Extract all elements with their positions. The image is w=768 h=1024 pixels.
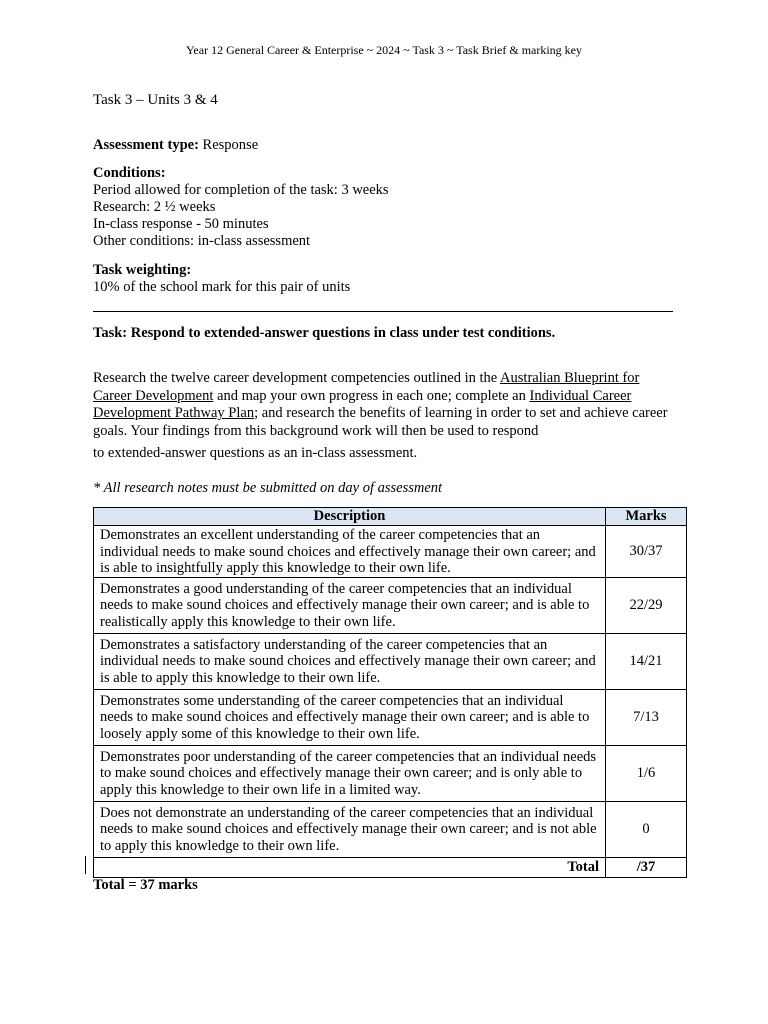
table-row — [94, 801, 687, 857]
row-description: Demonstrates an excellent understanding of the career competencies that an individual needs to make sound choices and effectively manage their own career; and is able to insightfully apply this knowledge to their own life. — [94, 526, 606, 578]
table-header-row — [94, 508, 687, 526]
research-text: ; and research the benefits of learning in order to set and achieve career goals. Your findings from this background work will then be used to respond — [93, 405, 668, 439]
research-text: Research the twelve career development competencies outlined in the — [93, 370, 501, 386]
condition-line: Other conditions: in-class assessment — [93, 233, 311, 249]
condition-line: In-class response - 50 minutes — [93, 216, 269, 232]
table-row — [94, 689, 687, 745]
row-marks: 30/37 — [606, 526, 687, 578]
marking-key-table — [93, 507, 687, 878]
condition-line: Period allowed for completion of the task: 3 weeks — [93, 182, 389, 198]
table-row — [94, 526, 687, 578]
blueprint-link[interactable]: Australian Blueprint for Career Development — [93, 370, 640, 404]
page-title: Task 3 – Units 3 & 4 — [93, 92, 218, 108]
marks-header: Marks — [606, 508, 687, 526]
conditions-label: Conditions: — [93, 165, 166, 181]
row-marks: 1/6 — [606, 745, 687, 801]
weighting-label: Task weighting: — [93, 262, 192, 278]
row-description: Does not demonstrate an understanding of the career competencies that an individual needs to make sound choices and effectively manage their own career; and is not able to apply this knowledge to their own life. — [94, 801, 606, 857]
total-marks: Total = 37 marks — [93, 877, 198, 893]
assessment-type-label: Assessment type: — [93, 137, 199, 153]
conditions-section — [93, 165, 693, 250]
text-cursor — [85, 856, 86, 874]
row-description: Demonstrates a good understanding of the career competencies that an individual needs to make sound choices and effectively manage their own career; and is able to realistically apply this knowledge to their own life. — [94, 577, 606, 633]
research-note: * All research notes must be submitted on day of assessment — [93, 480, 443, 496]
pathway-plan-link[interactable]: Individual Career Development Pathway Plan — [93, 387, 632, 422]
table-row — [94, 745, 687, 801]
page-header: Year 12 General Career & Enterprise ~ 2024 ~ Task 3 ~ Task Brief & marking key — [185, 43, 583, 57]
row-description: Demonstrates poor understanding of the career competencies that an individual needs to make sound choices and effectively manage their own career; and is only able to apply this knowledge to their own life in a limited way. — [94, 745, 606, 801]
divider — [93, 311, 673, 312]
weighting-section — [93, 262, 693, 296]
condition-line: Research: 2 ½ weeks — [93, 199, 216, 215]
row-marks: 14/21 — [606, 633, 687, 689]
row-marks: 22/29 — [606, 577, 687, 633]
research-text: and map your own progress in each one; complete an — [213, 387, 530, 404]
research-paragraph — [93, 370, 675, 463]
task-statement: Task: Respond to extended-answer questions in class under test conditions. — [93, 325, 556, 341]
assessment-type — [93, 137, 693, 154]
research-text: to extended-answer questions as an in-class assessment. — [93, 445, 418, 462]
description-header: Description — [94, 508, 606, 526]
weighting-value: 10% of the school mark for this pair of units — [93, 279, 351, 295]
row-description: Demonstrates a satisfactory understanding of the career competencies that an individual needs to make sound choices and effectively manage their own career; and is able to apply this knowledge to their own life. — [94, 633, 606, 689]
assessment-type-value: Response — [198, 137, 259, 153]
table-row — [94, 633, 687, 689]
row-marks: 0 — [606, 801, 687, 857]
row-description: Demonstrates some understanding of the career competencies that an individual needs to make sound choices and effectively manage their own career; and is able to loosely apply some of this knowledge to their own life. — [94, 689, 606, 745]
total-row — [94, 857, 687, 877]
row-marks: 7/13 — [606, 689, 687, 745]
total-label: Total — [94, 857, 606, 877]
table-row — [94, 577, 687, 633]
total-value: /37 — [606, 857, 687, 877]
